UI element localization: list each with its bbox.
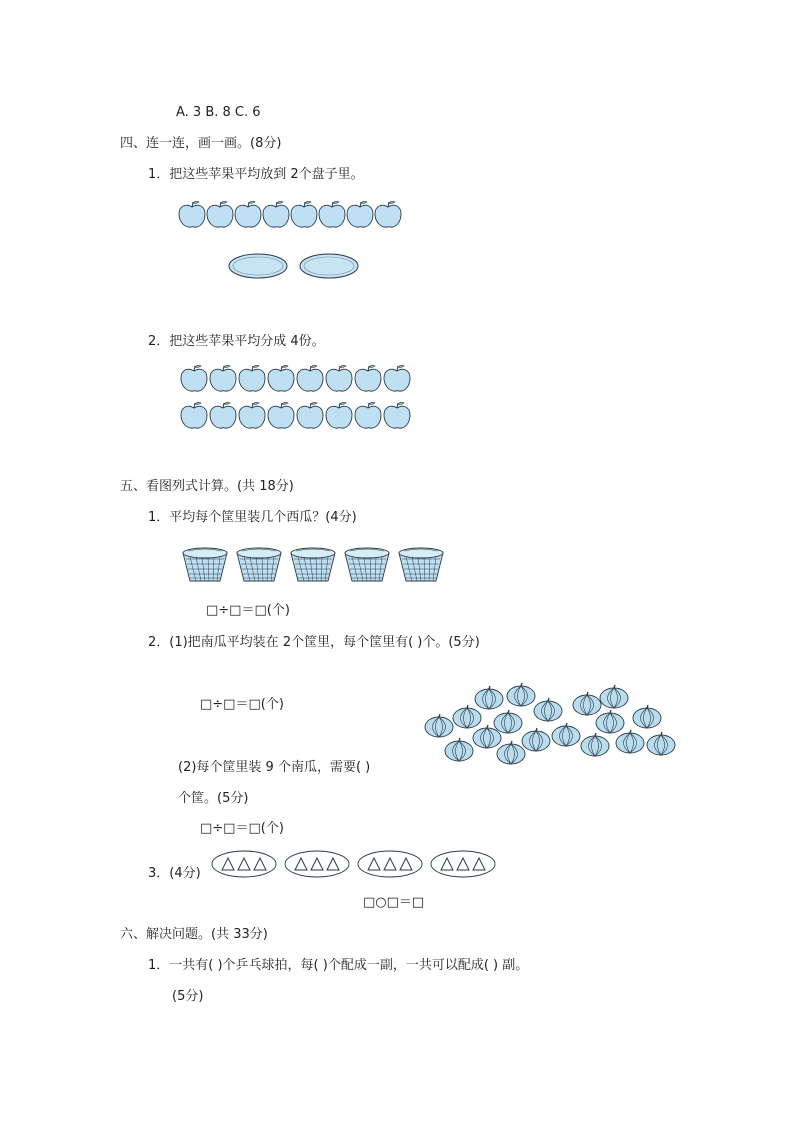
equation-5-2b: □÷□＝□(个) [200,821,284,836]
question-5-2b-cont: 个筐。(5分) [178,791,249,806]
baskets [182,546,448,584]
question-5-3: 3．(4分) [148,866,201,881]
question-5-2a: 2．(1)把南瓜平均装在 2个筐里，每个筐里有( )个。(5分) [148,635,480,650]
question-4-2: 2．把这些苹果平均分成 4份。 [148,334,325,349]
question-6-1-score: (5分) [172,989,204,1004]
section4-title: 四、连一连，画一画。(8分) [120,136,282,151]
answer-choices: A. 3 B. 8 C. 6 [176,105,261,120]
question-5-2b: (2)每个筐里装 9 个南瓜，需要( ) [178,760,371,775]
apple-grid [180,362,412,430]
pumpkin-cluster [420,680,682,768]
apple-row-1 [178,198,408,230]
question-5-1: 1．平均每个筐里装几个西瓜？(4分) [148,510,357,525]
plates [228,252,362,282]
section5-title: 五、看图列式计算。(共 18分) [120,479,294,494]
equation-5-1: □÷□＝□(个) [206,603,290,618]
section6-title: 六、解决问题。(共 33分) [120,927,268,942]
question-6-1: 1．一共有( )个乒乓球拍，每( )个配成一副，一共可以配成( ) 副。 [148,958,529,973]
equation-5-2a: □÷□＝□(个) [200,697,284,712]
question-4-1: 1．把这些苹果平均放到 2个盘子里。 [148,167,364,182]
triangle-groups [210,848,500,880]
equation-5-3: □○□＝□ [363,895,425,910]
